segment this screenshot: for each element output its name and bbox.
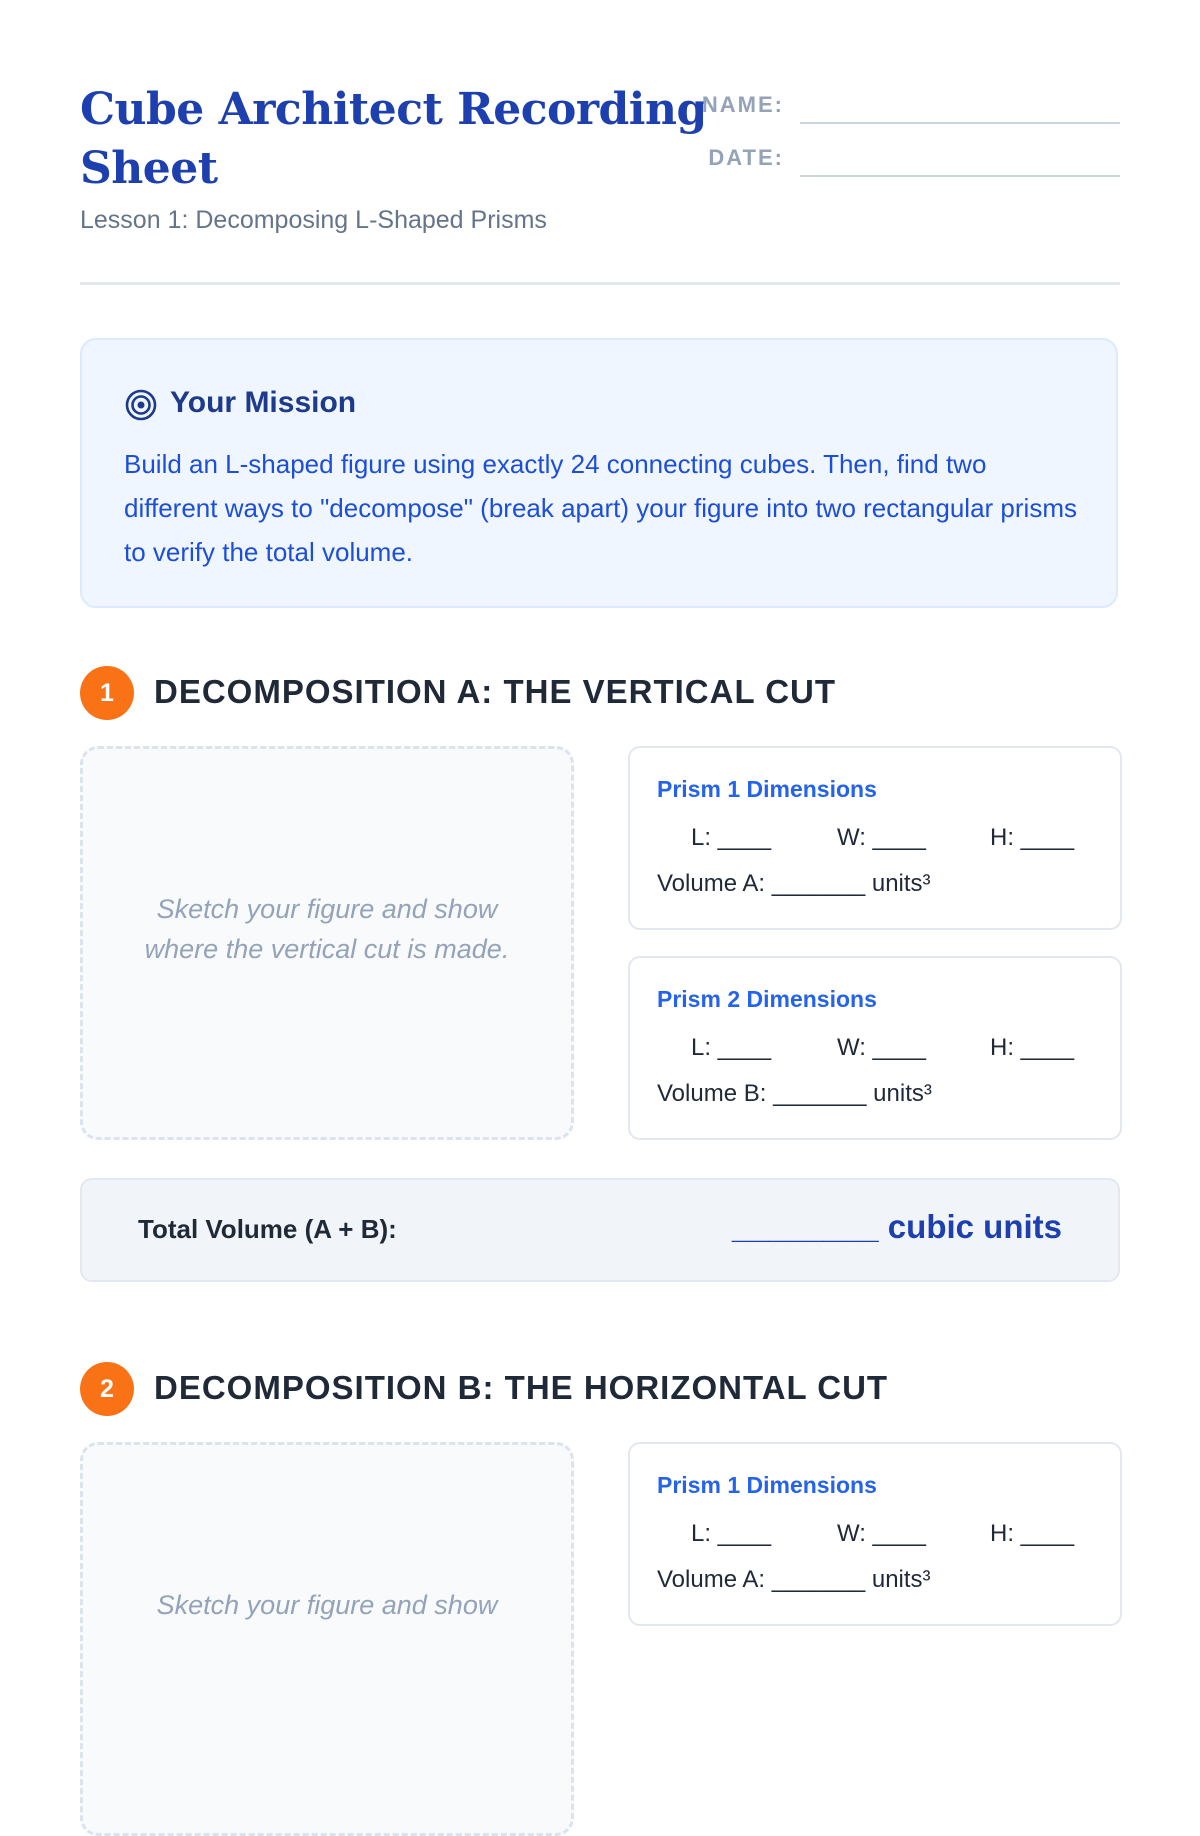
section-a-header	[80, 666, 1120, 720]
total-volume-bar	[80, 1178, 1120, 1282]
volume-field[interactable]: Volume A: _______ units³	[657, 1566, 931, 1593]
section-title: DECOMPOSITION A: THE VERTICAL CUT	[154, 673, 837, 710]
section-b-header	[80, 1362, 1120, 1416]
prism-title: Prism 1 Dimensions	[657, 776, 877, 802]
date-line[interactable]	[800, 175, 1120, 177]
length-field[interactable]: L: ____	[691, 824, 772, 851]
total-volume-label: Total Volume (A + B):	[138, 1214, 397, 1244]
width-field[interactable]: W: ____	[837, 824, 926, 851]
mission-text: Build an L-shaped figure using exactly 24 connecting cubes. Then, find two different ways to "decompose" (break apart) your figure into two rectangular prisms to verify the total volume.	[124, 449, 1077, 567]
volume-field[interactable]: Volume B: _______ units³	[657, 1080, 932, 1107]
height-field[interactable]: H: ____	[990, 1034, 1075, 1061]
prism-1-card	[628, 746, 1122, 930]
mission-box	[80, 338, 1118, 608]
length-field[interactable]: L: ____	[691, 1520, 772, 1547]
sketch-area[interactable]	[80, 1442, 574, 1836]
date-field[interactable]	[700, 137, 1120, 177]
name-line[interactable]	[800, 122, 1120, 124]
width-field[interactable]: W: ____	[837, 1034, 926, 1061]
prism-title: Prism 2 Dimensions	[657, 986, 877, 1012]
sheet-header	[80, 80, 1120, 285]
sketch-prompt: Sketch your figure and show	[156, 1590, 498, 1620]
date-label: DATE:	[708, 145, 784, 170]
section-number-badge: 2	[80, 1362, 134, 1416]
height-field[interactable]: H: ____	[990, 824, 1075, 851]
sketch-area[interactable]	[80, 746, 574, 1140]
sketch-prompt: Sketch your figure and show where the vertical cut is made.	[144, 894, 510, 964]
target-icon	[124, 388, 158, 422]
volume-field[interactable]: Volume A: _______ units³	[657, 870, 931, 897]
section-title: DECOMPOSITION B: THE HORIZONTAL CUT	[154, 1369, 889, 1406]
width-field[interactable]: W: ____	[837, 1520, 926, 1547]
lesson-subtitle: Lesson 1: Decomposing L-Shaped Prisms	[80, 206, 547, 234]
prism-title: Prism 1 Dimensions	[657, 1472, 877, 1498]
total-volume-field[interactable]: ________ cubic units	[731, 1208, 1062, 1245]
prism-1-card	[628, 1442, 1122, 1626]
length-field[interactable]: L: ____	[691, 1034, 772, 1061]
height-field[interactable]: H: ____	[990, 1520, 1075, 1547]
page-title: Cube Architect Recording Sheet	[80, 84, 707, 194]
mission-title: Your Mission	[170, 386, 357, 419]
prism-2-card	[628, 956, 1122, 1140]
name-label: NAME:	[701, 92, 784, 117]
name-field[interactable]	[700, 84, 1120, 124]
section-number-badge: 1	[80, 666, 134, 720]
